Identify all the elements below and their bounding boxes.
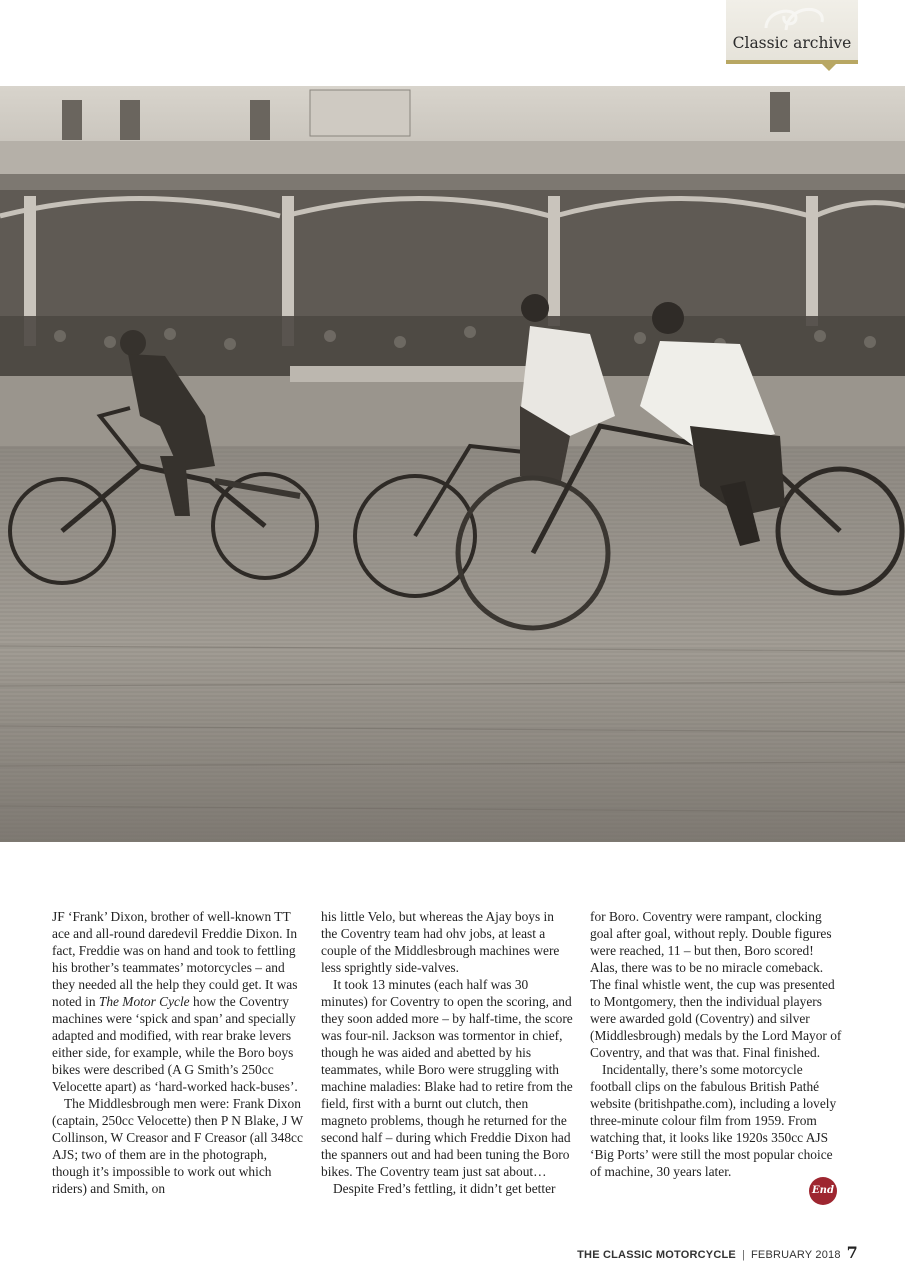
paragraph: Despite Fred’s fettling, it didn’t get better bbox=[333, 1181, 556, 1196]
article-body bbox=[0, 908, 905, 1218]
section-tab-pointer bbox=[822, 64, 836, 71]
section-tab bbox=[726, 0, 858, 64]
end-badge: End bbox=[809, 1177, 837, 1205]
article-column-2 bbox=[321, 908, 573, 1197]
page-number: 7 bbox=[846, 1243, 858, 1262]
paragraph: JF ‘Frank’ Dixon, brother of well-known TT ace and all-round daredevil Freddie Dixon. In fact, Freddie was on hand and took to fettling his brother’s teammates’ motorcycles – and they needed all the help they could get. It was noted in The Motor Cycle how the Coventry machines were ‘spick and span’ and specially adapted and modified, with rear brake levers either side, for example, while the Boro boys bikes were described (A G Smith’s 250cc Velocette apart) as ‘hard-worked hack-buses’. bbox=[52, 909, 298, 1094]
paragraph: Incidentally, there’s some motorcycle football clips on the fabulous British Pathé website (britishpathe.com), including a lovely three-minute colour film from 1959. From watching that, it looks like 1920s 350cc AJS ‘Big Ports’ were still the most popular choice of machine, 30 years later. bbox=[590, 1062, 837, 1179]
archive-photo bbox=[0, 86, 905, 842]
decorative-swirl bbox=[726, 0, 858, 30]
article-column-3 bbox=[590, 908, 842, 1180]
paragraph: for Boro. Coventry were rampant, clocking goal after goal, without reply. Double figures were reached, 11 – but then, Boro scored! Alas, there was to be no miracle comeback. The final whistle went, the cup was presented to Montgomery, then the individual players were awarded gold (Coventry) and silver (Middlesbrough) medals by the Lord Mayor of Coventry, and that was that. Final finished. bbox=[590, 909, 842, 1060]
footer-issue: FEBRUARY 2018 bbox=[751, 1249, 841, 1261]
article-column-1 bbox=[52, 908, 304, 1197]
footer-publication: THE CLASSIC MOTORCYCLE bbox=[577, 1249, 736, 1261]
page-footer bbox=[577, 1243, 858, 1262]
paragraph: his little Velo, but whereas the Ajay boys in the Coventry team had ohv jobs, at least a couple of the Middlesbrough machines were less sprightly side-valves. bbox=[321, 909, 560, 975]
publication-title: The Motor Cycle bbox=[98, 994, 190, 1009]
paragraph: The Middlesbrough men were: Frank Dixon (captain, 250cc Velocette) then P N Blake, J W Collinson, W Creasor and F Creasor (all 348cc AJS; two of them are in the photograph, though it’s impossible to work out which riders) and Smith, on bbox=[52, 1096, 303, 1196]
paragraph: It took 13 minutes (each half was 30 minutes) for Coventry to open the scoring, and they soon added more – by half-time, the score was four-nil. Jackson was tormentor in chief, though he was aided and abetted by his teammates, while Boro were struggling with machine maladies: Blake had to retire from the field, first with a burnt out clutch, then magneto problems, though he returned for the second half – during which Freddie Dixon had the spanners out and had been tuning the Boro bikes. The Coventry team just sat about… bbox=[321, 977, 573, 1179]
section-label: Classic archive bbox=[732, 34, 852, 52]
footer-separator: | bbox=[741, 1249, 746, 1261]
